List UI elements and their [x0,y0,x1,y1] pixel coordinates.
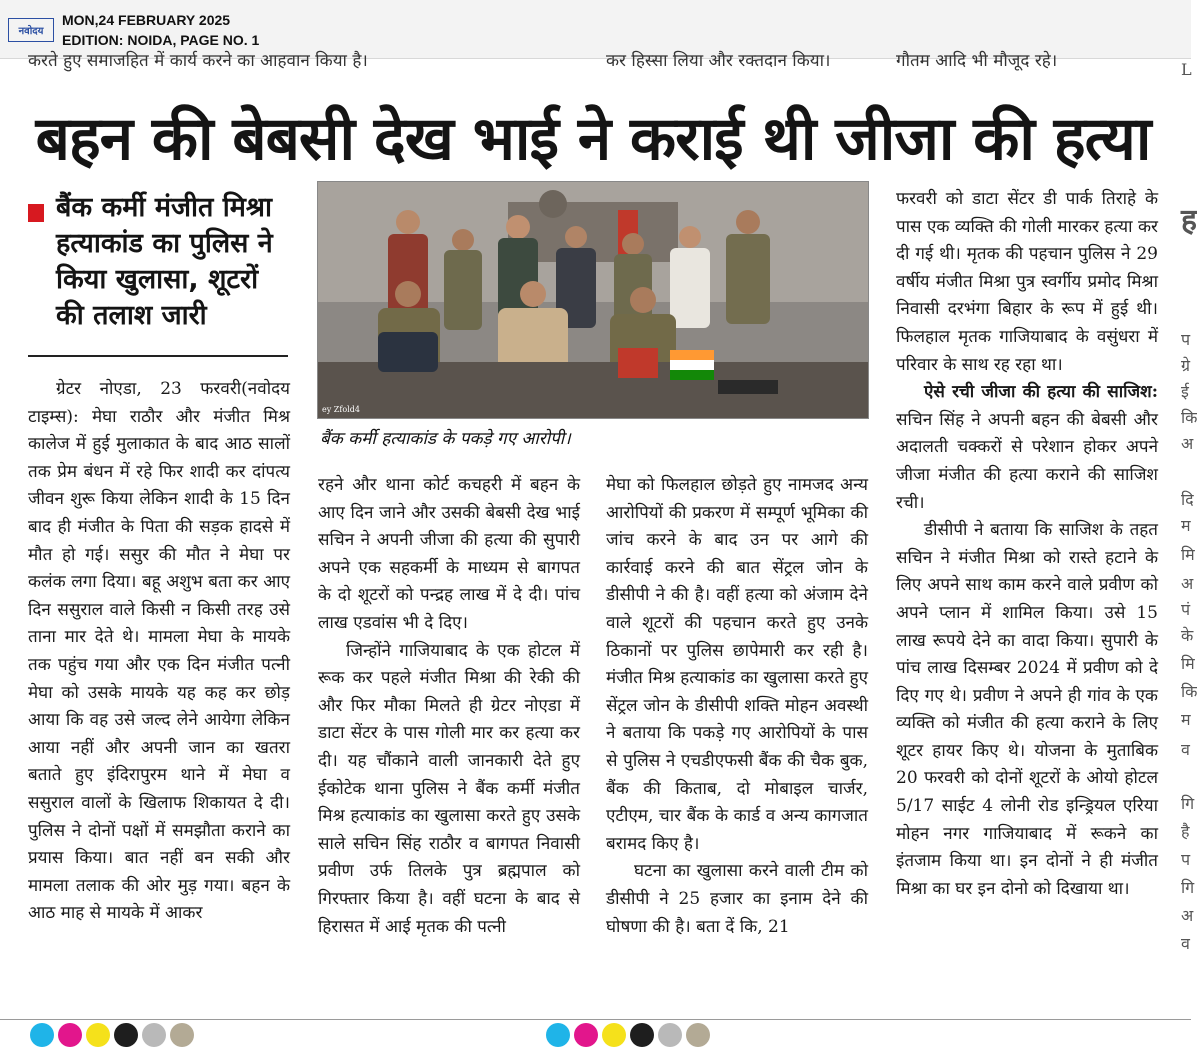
registration-mark [630,1023,654,1047]
registration-mark [170,1023,194,1047]
news-photo[interactable] [317,181,869,419]
edge-glyph: अ [1181,434,1194,453]
article-column-1 [28,376,290,928]
red-bullet-icon [28,204,44,222]
edge-glyph: म [1181,710,1191,729]
edge-glyph: कि [1181,682,1197,701]
edition-date: MON,24 FEBRUARY 2025 [62,12,231,28]
registration-mark [658,1023,682,1047]
edge-glyph: गि [1181,878,1195,897]
registration-mark [574,1023,598,1047]
edge-glyph: मि [1181,545,1195,564]
registration-mark [58,1023,82,1047]
cut-line-right: गौतम आदि भी मौजूद रहे। [896,51,1058,71]
registration-mark [546,1023,570,1047]
edge-glyph: व [1181,934,1190,953]
article-paragraph: घटना का खुलासा करने वाली टीम को डीसीपी ने 25 हजार का इनाम देने की घोषणा की है। बता दें कि, 21 [606,861,868,937]
edge-glyph: गि [1181,794,1195,813]
registration-mark [602,1023,626,1047]
edge-glyph: पं [1181,600,1191,619]
article-paragraph: मेघा को फिलहाल छोड़ते हुए नामजद अन्य आरोपियों की प्रकरण में सम्पूर्ण भूमिका की जांच करने के बाद उन पर आगे की कार्रवाई करने की बात सेंट्रल जोन के डीसीपी ने की है। वहीं हत्या को अंजाम देने वाले शूटरों की पहचान करते हुए उनके ठिकानों पर पुलिस छापेमारी कर रही है। मंजीत मिश्र हत्याकांड का खुलासा करते हुए सेंट्रल जोन के डीसीपी शक्ति मोहन अवस्थी ने बताया कि पकड़े गए आरोपियों के पास से पुलिस ने एचडीएफसी बैंक की चैक बुक, बैंक की किताब, दो मोबाइल चार्जर, एटीएम, चार बैंक के कार्ड व अन्य कागजात बरामद किए है। [606,475,868,854]
sub-headline [28,190,293,334]
edge-glyph: ह [1181,203,1197,238]
registration-mark [114,1023,138,1047]
newspaper-logo[interactable]: नवोदय [8,18,54,42]
article-paragraph: जिन्होंने गाजियाबाद के एक होटल में रूक कर पहले मंजीत मिश्रा की रेकी की और फिर मौका मिलते ही ग्रेटर नोएडा में डाटा सेंटर के पास गोली मार कर हत्या कर दी। यह चौंकाने वाली जानकारी देते हुए ईकोटेक थाना पुलिस ने बैंक कर्मी मंजीत मिश्र हत्याकांड का खुलासा करते हुए उसके साले सचिन सिंह राठौर व बागपत निवासी प्रवीण उर्फ तिलके पुत्र ब्रह्मपाल को गिरफ्तार किया है। वहीं घटना के बाद से हिरासत में आई मृतक की पत्नी [318,640,580,937]
article-text: सचिन सिंह ने अपनी बहन की बेबसी और अदालती चक्करों से परेशान होकर अपने जीजा मंजीत की हत्या कराने की साजिश रची। [896,409,1158,513]
edge-glyph: है [1181,822,1190,841]
edge-glyph: म [1181,516,1191,535]
registration-mark [86,1023,110,1047]
registration-mark [30,1023,54,1047]
article-column-3 [606,472,868,941]
accused-group-photo [318,182,868,418]
edition-info [62,10,259,50]
photo-caption: बैंक कर्मी हत्याकांड के पकड़े गए आरोपी। [320,429,571,449]
edge-glyph: कि [1181,408,1197,427]
cut-line-middle: कर हिस्सा लिया और रक्तदान किया। [606,51,831,71]
edge-glyph: ग्रे [1181,356,1191,375]
registration-mark [686,1023,710,1047]
edge-glyph: L [1181,60,1192,79]
section-subheading: ऐसे रची जीजा की हत्या की साजिश: [924,382,1158,403]
edge-glyph: के [1181,626,1194,645]
cut-line-left: करते हुए समाजहित में कार्य करने का आहवान किया है। [28,51,368,71]
article-paragraph: रहने और थाना कोर्ट कचहरी में बहन के आए दिन जाने और उसकी बेबसी देख भाई सचिन ने अपनी जीजा की हत्या की सुपारी अपने एक सहकर्मी के माध्यम से बागपत के दो शूटरों को पन्द्रह लाख में दे दी। पांच लाख एडवांस भी दे दिए। [318,475,580,633]
edge-glyph: ई [1181,382,1189,401]
article-column-2 [318,472,580,941]
edge-glyph: व [1181,740,1190,759]
registration-mark [142,1023,166,1047]
edge-glyph: मि [1181,654,1195,673]
article-paragraph-with-subheading [896,379,1158,517]
page-bottom-rule [0,1019,1191,1020]
article-paragraph: फरवरी को डाटा सेंटर डी पार्क तिराहे के पास एक व्यक्ति की गोली मारकर हत्या कर दी गई थी। मृतक की पहचान पुलिस ने 29 वर्षीय मंजीत मिश्रा पुत्र स्वर्गीय प्रमोद मिश्रा निवासी दरभंगा बिहार के रूप में हुई थी। फिलहाल मृतक गाजियाबाद के वसुंधरा में परिवार के साथ रह रहा था। [896,189,1158,375]
edge-glyph: प [1181,330,1191,349]
sub-headline-text: बैंक कर्मी मंजीत मिश्रा हत्याकांड का पुलिस ने किया खुलासा, शूटरों की तलाश जारी [56,192,273,331]
edge-glyph: दि [1181,490,1194,509]
adjacent-page-edge [1175,58,1197,1018]
edge-glyph: अ [1181,906,1194,925]
edge-glyph: अ [1181,574,1194,593]
subhead-divider [28,355,288,357]
photo-credit: ey Zfold4 [322,405,360,414]
main-headline: बहन की बेबसी देख भाई ने कराई थी जीजा की हत्या [35,104,1151,174]
edge-glyph: प [1181,850,1191,869]
article-paragraph: ग्रेटर नोएडा, 23 फरवरी(नवोदय टाइम्स): मेघा राठौर और मंजीत मिश्र कालेज में हुई मुलाकात के बाद आठ सालों तक प्रेम बंधन में रहे फिर शादी कर दांपत्य जीवन शुरू किया लेकिन शादी के 15 दिन बाद ही मंजीत के पिता की सड़क हादसे में मौत हो गई। ससुर की मौत ने मेघा पर कलंक लगा दिया। बहू अशुभ बता कर आए दिन ससुराल वाले किसी न किसी तरह उसे ताना मार देते थे। मामला मेघा के मायके तक पहुंच गया और एक दिन मंजीत पत्नी मेघा को उसके मायके यह कह कर छोड़ आया कि वह उसे जल्द लेने आयेगा लेकिन आया नहीं और अपनी जान का खतरा बताते हुए इंदिरापुरम थाने में मेघा व ससुराल वालों के खिलाफ शिकायत दे दी। पुलिस ने दोनों पक्षों में समझौता कराने का प्रयास किया। बात नहीं बन सकी और मामला तलाक की ओर मुड़ गया। बहन के आठ माह से मायके में आकर [28,379,290,924]
article-paragraph: डीसीपी ने बताया कि साजिश के तहत सचिन ने मंजीत मिश्रा को रास्ते हटाने के लिए अपने साथ काम करने वाले प्रवीण को अपने प्लान में शामिल किया। उसे 15 लाख रूपये देने का वादा किया। सुपारी के पांच लाख दिसम्बर 2024 में प्रवीण को दे दिए गए थे। प्रवीण ने अपने ही गांव के एक व्यक्ति को मंजीत की हत्या कराने के लिए शूटर हायर किए थे। योजना के मुताबिक 20 फरवरी को दोनों शूटरों के ओयो होटल 5/17 साईट 4 लोनी रोड इन्ड्रियल एरिया मोहन नगर गाजियाबाद में रूकने का इंतजाम किया था। इन दोनों ने ही मंजीत मिश्रा का घर इन दोनो को दिखाया था। [896,520,1158,899]
article-column-4 [896,186,1158,903]
edition-page: EDITION: NOIDA, PAGE NO. 1 [62,32,260,48]
